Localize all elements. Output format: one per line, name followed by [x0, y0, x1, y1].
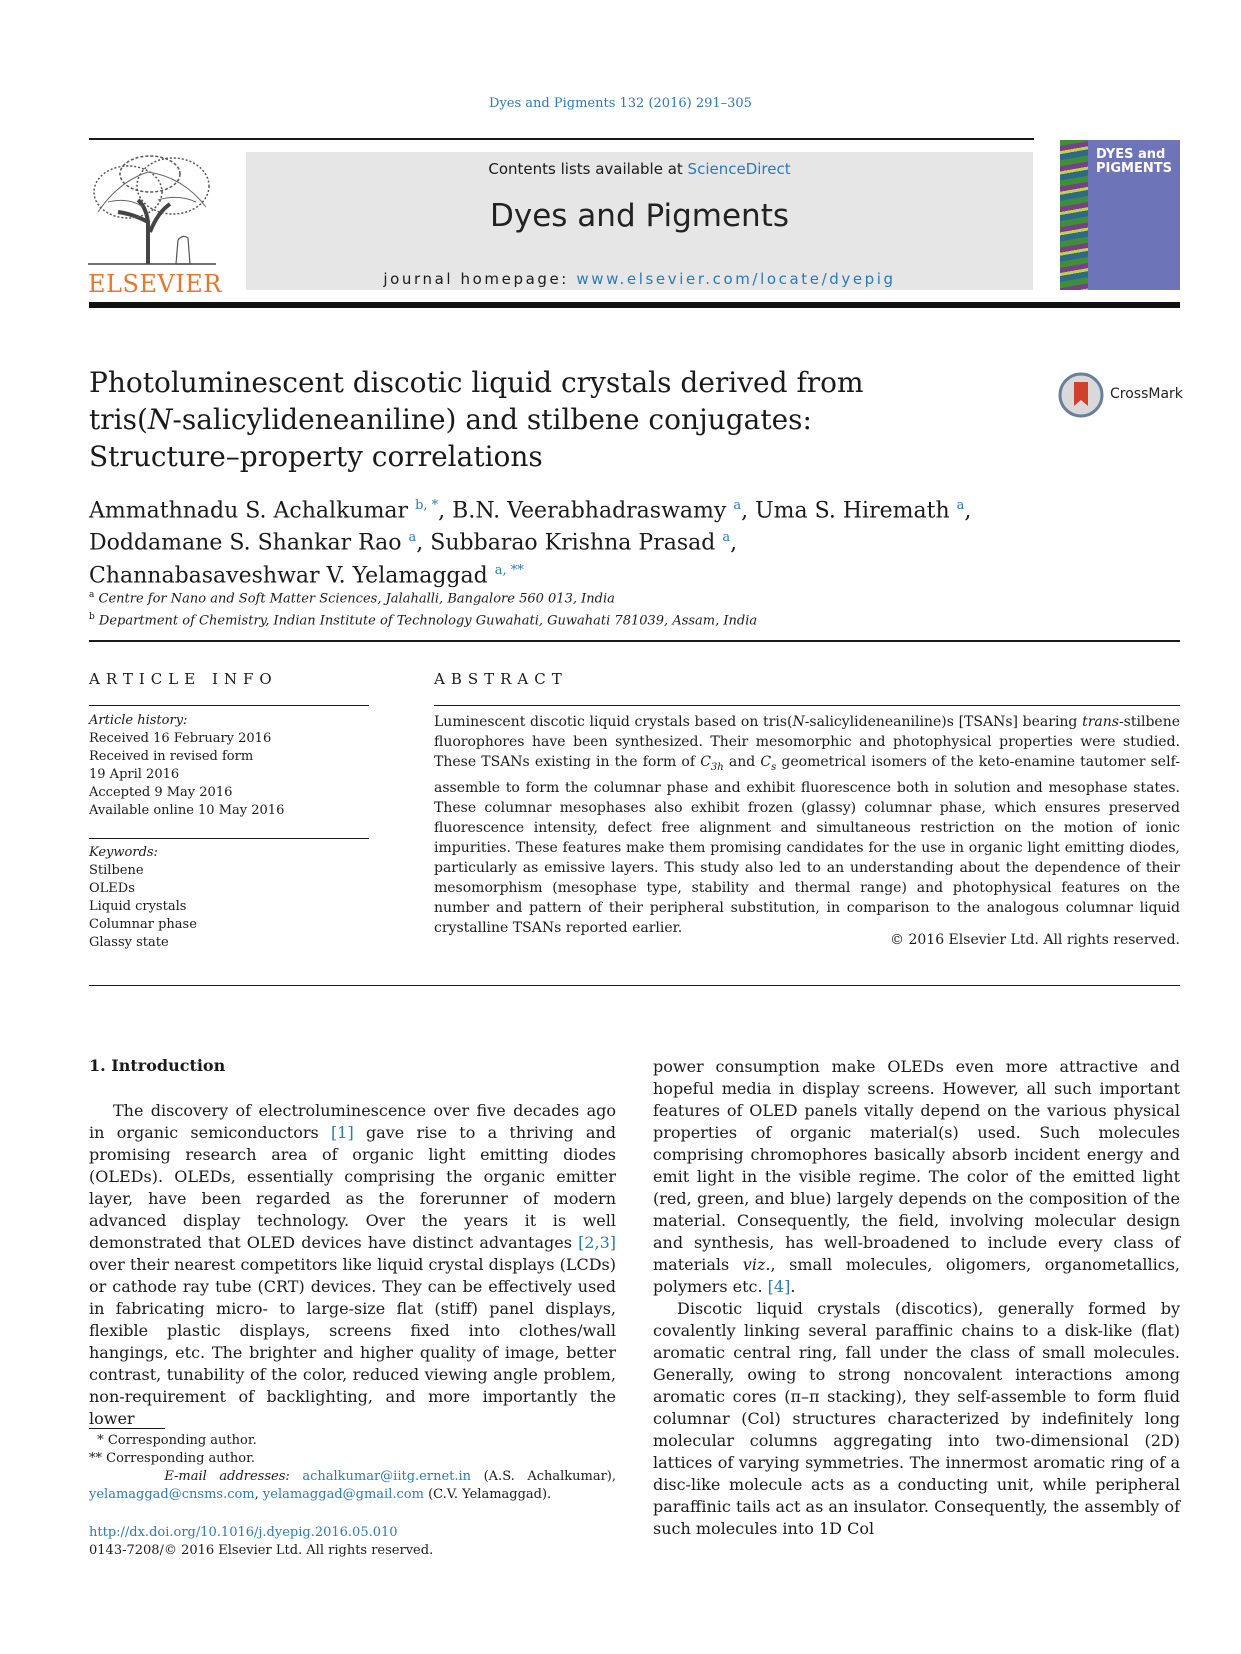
history-item: Available online 10 May 2016: [89, 803, 285, 818]
abstract-span: and: [723, 754, 761, 770]
email-link[interactable]: yelamaggad@cnsms.com: [89, 1487, 255, 1502]
author-name: Subbarao Krishna Prasad: [430, 530, 716, 556]
history-item: Received in revised form: [89, 749, 254, 764]
keywords-rule: [89, 838, 369, 839]
introduction-heading: 1. Introduction: [89, 1056, 226, 1075]
author-name: Ammathnadu S. Achalkumar: [89, 498, 409, 524]
text-span: , small molecules, oligomers, organometallics, polymers etc.: [653, 1255, 1181, 1296]
tree-icon: [88, 152, 216, 267]
elsevier-wordmark: ELSEVIER: [88, 270, 222, 298]
authors-line-2: Doddamane S. Shankar Rao $^a$, Subbarao Krishna Prasad $^a$,: [89, 530, 738, 556]
affiliation-text: Centre for Nano and Soft Matter Sciences, Jalahalli, Bangalore 560 013, India: [98, 591, 615, 607]
reference-link[interactable]: [2,3]: [578, 1233, 616, 1252]
footnote: [89, 1432, 616, 1450]
author-affil-mark[interactable]: a: [408, 530, 417, 546]
paragraph: [653, 1056, 1180, 1298]
title-part: -salicylideneaniline) and stilbene conjugates:: [172, 403, 812, 436]
email-separator: ,: [254, 1487, 263, 1502]
homepage-prefix: journal homepage:: [383, 270, 577, 288]
author-name: Channabasaveshwar V. Yelamaggad: [89, 562, 488, 588]
journal-cover[interactable]: [1060, 140, 1180, 290]
citation-link[interactable]: Dyes and Pigments 132 (2016) 291–305: [489, 96, 752, 111]
sciencedirect-link[interactable]: ScienceDirect: [687, 160, 791, 178]
email-owner: (C.V. Yelamaggad).: [423, 1487, 552, 1502]
header-rule: [89, 138, 1034, 140]
footnotes: [89, 1432, 616, 1504]
history-item: Received 16 February 2016: [89, 731, 272, 746]
affiliation-text: Department of Chemistry, Indian Institute of Technology Guwahati, Guwahati 781039, Assam, India: [98, 613, 758, 629]
abstract-span: Luminescent discotic liquid crystals based on tris(: [434, 714, 793, 730]
journal-citation[interactable]: [0, 96, 1241, 111]
body-column-left: [89, 1100, 616, 1430]
doi-block: [89, 1524, 433, 1560]
journal-title: Dyes and Pigments: [490, 198, 789, 234]
author-name: Doddamane S. Shankar Rao: [89, 530, 402, 556]
paragraph: Discotic liquid crystals (discotics), generally formed by covalently linking several paraffinic chains to a disk-like (flat) aromatic central ring, fall under the class of small molecules. Generally, owing to strong noncovalent interactions among aromatic cores (π–π stacking), they self-assemble to form fluid columnar (Col) structures characterized by indefinitely long molecular columns aggregating into two-dimensional (2D) lattices of varying symmetries. The innermost aromatic ring of a disc-like molecule acts as a conducting unit, while peripheral paraffinic tails act as an insulator. Consequently, the assembly of such molecules into 1D Col: [653, 1299, 1180, 1538]
abstract-span: geometrical isomers of the keto-enamine tautomer self-assemble to form the columnar phase and exhibit fluorescence both in solution and mesophase states. These columnar mesophases also exhibit frozen (glassy) columnar phase, which ensures preserved fluorescence intensity, defect free alignment and simultaneous restriction on the motion of ionic impurities. These features make them promising candidates for the use in organic light emitting diodes, particularly as emissive layers. This study also led to an understanding about the dependence of their mesomorphism (mesophase type, stability and thermal range) and photophysical features on the number and pattern of their peripheral substitution, in comparison to the analogous columnar liquid crystalline TSANs reported earlier.: [434, 754, 1180, 936]
title-part: tris(: [89, 403, 148, 436]
author-name: Uma S. Hiremath: [755, 498, 950, 524]
text-span: power consumption make OLEDs even more attractive and hopeful media in display screens. However, all such important features of OLED panels vitally depend on the various physical properties of organic material(s) used. Such molecules comprising chromophores basically absorb incident energy and emit light in the visible regime. The color of the emitted light (red, green, and blue) largely depends on the composition of the material. Consequently, the field, involving molecular design and synthesis, has well-broadened to include every class of materials: [653, 1057, 1180, 1274]
footnote-rule: [89, 1428, 165, 1429]
abstract-copyright: © 2016 Elsevier Ltd. All rights reserved.: [890, 932, 1180, 948]
history-item: 19 April 2016: [89, 767, 180, 782]
article-info-rule: [89, 705, 369, 706]
footnote-mark: **: [89, 1451, 102, 1466]
text-italic: viz.: [742, 1255, 771, 1274]
author-affil-mark[interactable]: a: [722, 530, 731, 546]
email-label: E-mail addresses:: [164, 1469, 303, 1484]
footnote: [89, 1450, 616, 1468]
symmetry-symbol: C: [700, 754, 711, 770]
cover-art: [1060, 140, 1088, 290]
header-thick-rule: [89, 302, 1180, 308]
crossmark-icon: [1058, 372, 1104, 418]
email-footnote: [89, 1468, 616, 1504]
keyword: Columnar phase: [89, 917, 197, 932]
body-column-right: [653, 1056, 1180, 1540]
title-italic: N: [147, 403, 173, 436]
author-affil-mark[interactable]: a, **: [494, 562, 524, 578]
body-rule: [89, 985, 1180, 986]
abstract-italic: trans: [1082, 714, 1119, 730]
authors-line-1: Ammathnadu S. Achalkumar $^{b, *}$, B.N. Veerabhadraswamy $^a$, Uma S. Hiremath $^a$,: [89, 498, 972, 524]
email-link[interactable]: achalkumar@iitg.ernet.in: [302, 1469, 472, 1484]
title-line-1: Photoluminescent discotic liquid crystals derived from: [89, 366, 864, 399]
author-name: B.N. Veerabhadraswamy: [452, 498, 727, 524]
homepage-link[interactable]: www.elsevier.com/locate/dyepig: [576, 270, 896, 288]
text-span: gave rise to a thriving and promising research area of organic light emitting diodes (OLEDs). OLEDs, essentially comprising the organic emitter layer, have been regarded as the forerunner of modern advanced display technology. Over the years it is well demonstrated that OLED devices have distinct advantages: [89, 1123, 617, 1252]
contents-line: [246, 160, 1033, 178]
symmetry-subscript: 3h: [710, 761, 724, 773]
text-span: The discovery of electroluminescence over five decades ago in organic semiconductors: [89, 1101, 616, 1142]
text-span: .: [790, 1277, 796, 1296]
text-span: over their nearest competitors like liquid crystal displays (LCDs) or cathode ray tube (CRT) devices. They can be effectively used in fabricating micro- to large-size flat (stiff) panel displays, flexible plastic displays, screens fixed into clothes/wall hangings, etc. The brighter and higher quality of image, better contrast, tunability of the color, reduced viewing angle problem, non-requirement of backlighting, and more importantly the lower: [89, 1255, 616, 1428]
history-item: Accepted 9 May 2016: [89, 785, 233, 800]
authors-line-3: [89, 557, 1089, 589]
abstract-italic: N: [792, 714, 805, 730]
keywords-label: Keywords:: [89, 845, 158, 860]
abstract-rule: [434, 705, 1180, 706]
crossmark-label: CrossMark: [1110, 386, 1183, 402]
article-title: [89, 364, 989, 475]
article-info-heading: ARTICLE INFO: [89, 670, 278, 688]
article-history: [89, 712, 369, 820]
affiliation-mark: b: [89, 612, 95, 623]
section-rule: [89, 640, 1180, 642]
footnote-text: Corresponding author.: [107, 1433, 257, 1448]
history-label: Article history:: [89, 713, 188, 728]
reference-link[interactable]: [1]: [331, 1123, 354, 1142]
keyword: Stilbene: [89, 863, 144, 878]
keyword: Glassy state: [89, 935, 169, 950]
affiliation: [89, 608, 1089, 630]
doi-link[interactable]: http://dx.doi.org/10.1016/j.dyepig.2016.05.010: [89, 1525, 398, 1540]
author-affil-mark[interactable]: a: [733, 498, 742, 513]
cover-title: DYES and PIGMENTS: [1096, 147, 1172, 176]
title-line-2: [89, 401, 989, 438]
email-owner: (A.S. Achalkumar),: [471, 1469, 617, 1484]
title-line-3: Structure–property correlations: [89, 440, 543, 473]
affiliation-mark: a: [89, 590, 95, 600]
homepage-line: [246, 270, 1033, 288]
email-link[interactable]: yelamaggad@gmail.com: [262, 1487, 424, 1502]
paragraph: [89, 1100, 616, 1430]
crossmark-badge[interactable]: [1058, 372, 1188, 422]
affiliations: [89, 586, 1089, 631]
symmetry-subscript: s: [771, 761, 777, 773]
affiliation: [89, 586, 1089, 608]
contents-prefix: Contents lists available at: [488, 160, 688, 178]
abstract-heading: ABSTRACT: [434, 670, 568, 688]
author-affil-mark[interactable]: b, *: [415, 498, 439, 513]
reference-link[interactable]: [4]: [767, 1277, 791, 1296]
abstract-span: -salicylideneaniline)s [TSANs] bearing: [804, 714, 1083, 730]
author-affil-mark[interactable]: a: [956, 498, 965, 513]
keyword: OLEDs: [89, 881, 135, 896]
journal-banner: [246, 152, 1033, 290]
abstract-span: -stilbene fluorophores have been synthesized. Their mesomorphic and photophysical properties were studied. These TSANs existing in the form of: [434, 714, 1180, 770]
footnote-mark: *: [97, 1433, 104, 1448]
keyword: Liquid crystals: [89, 899, 187, 914]
elsevier-logo: [88, 152, 222, 298]
issn-line: 0143-7208/© 2016 Elsevier Ltd. All rights reserved.: [89, 1543, 434, 1558]
author-list: [89, 492, 1089, 589]
footnote-text: Corresponding author.: [106, 1451, 255, 1466]
symmetry-symbol: C: [760, 754, 772, 770]
keywords: [89, 844, 369, 952]
abstract-text: [434, 712, 1180, 938]
